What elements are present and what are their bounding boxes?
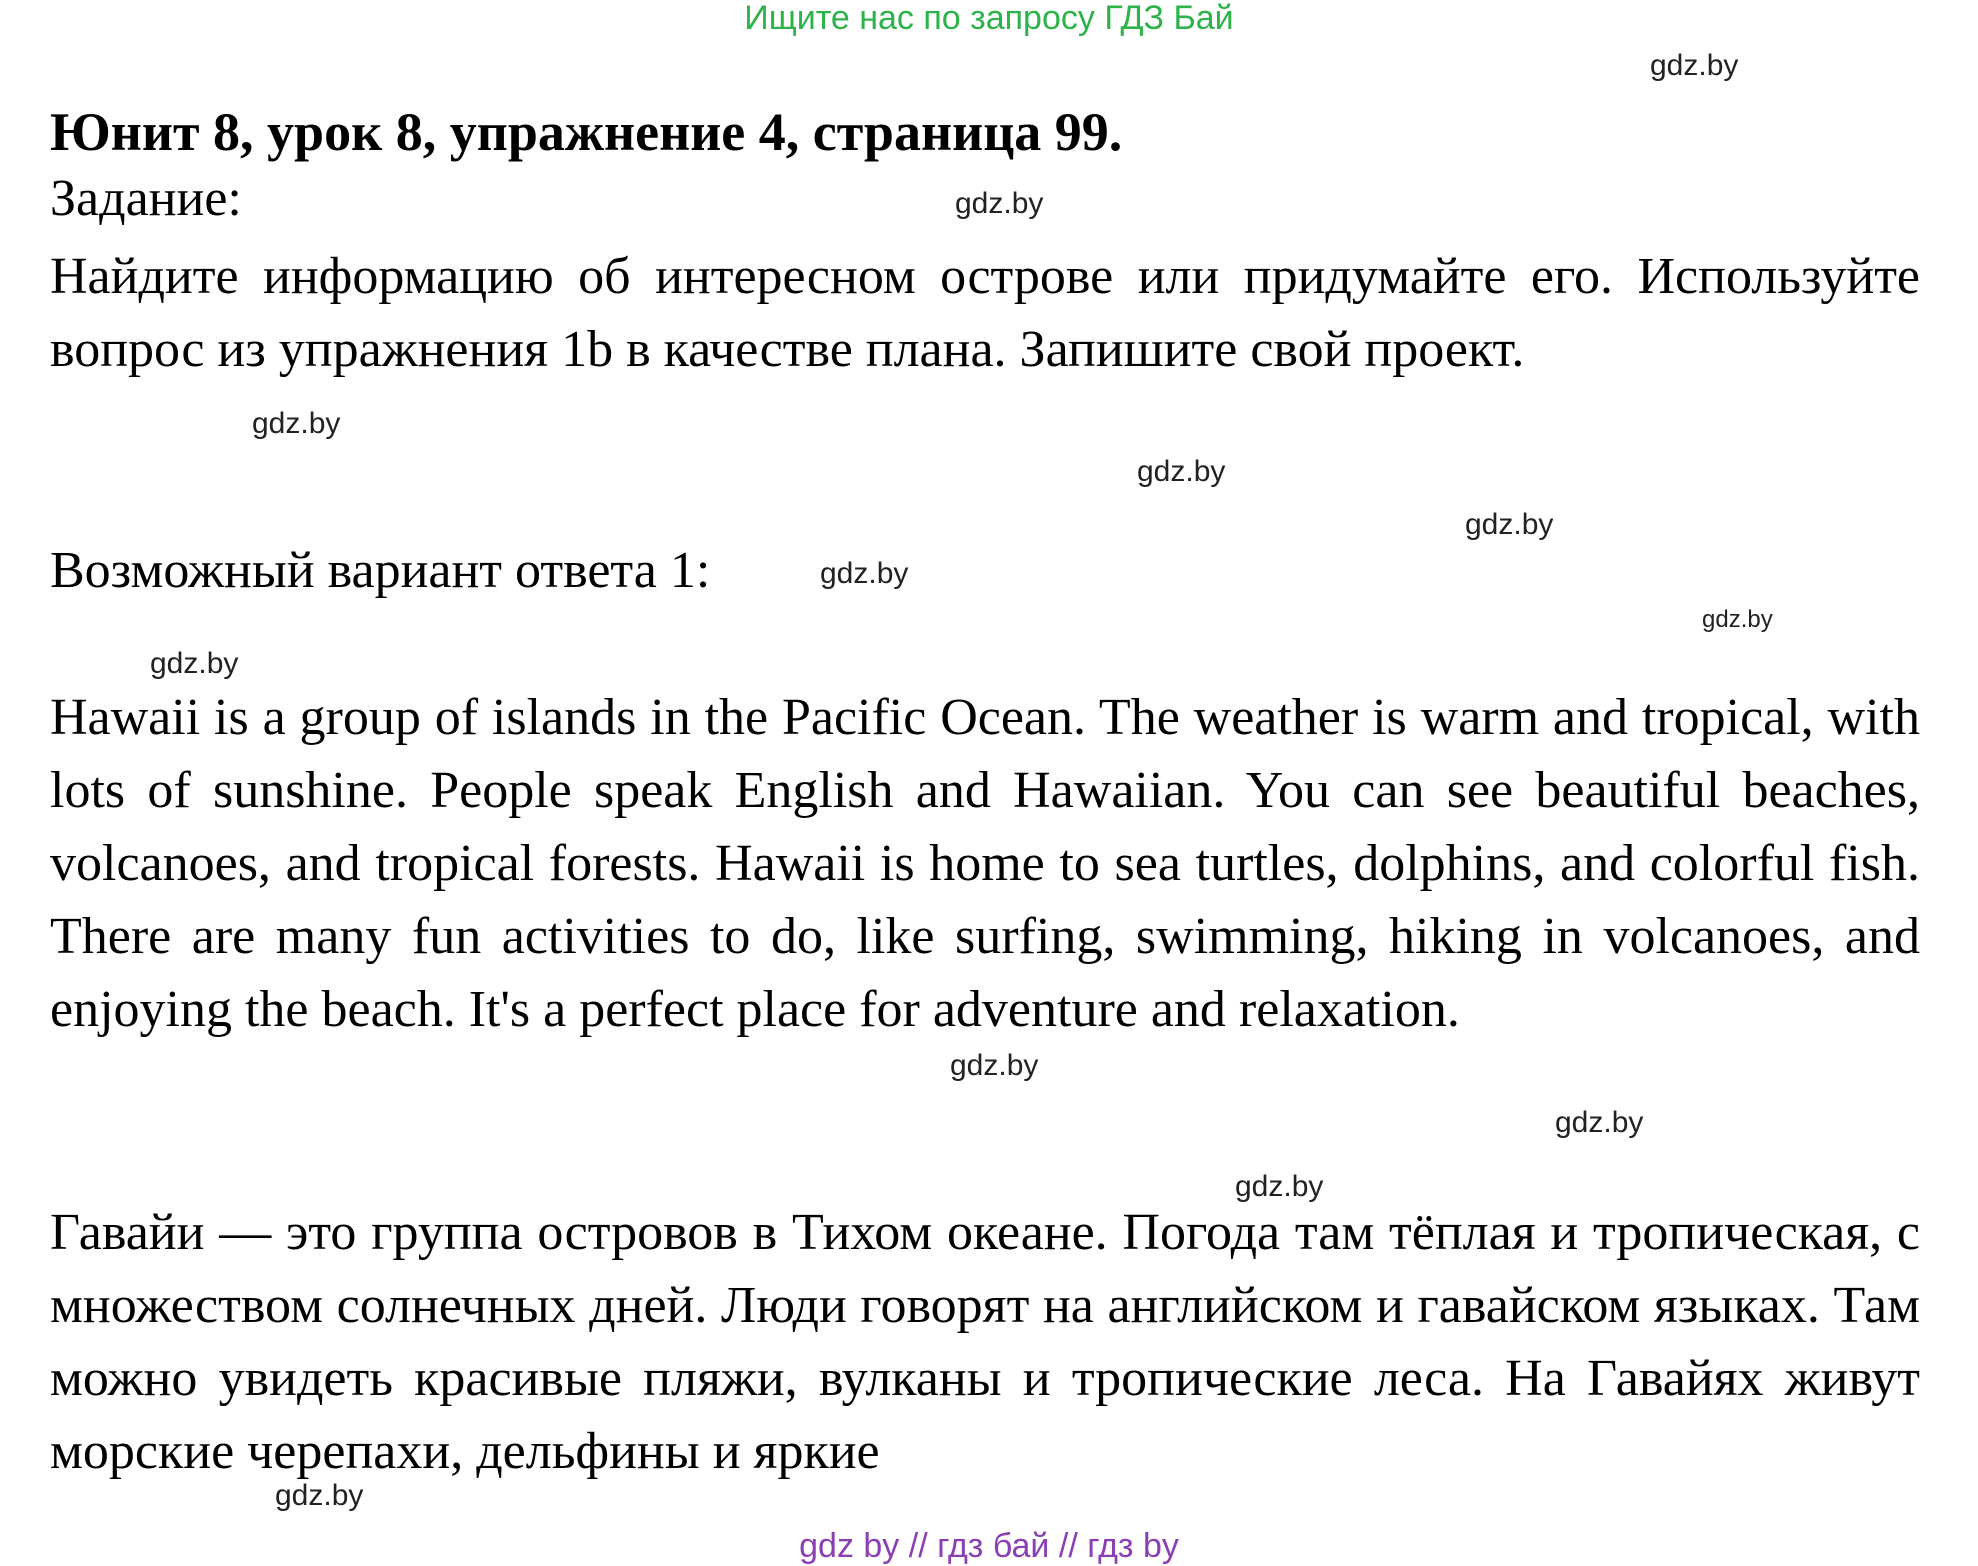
watermark: gdz.by <box>1650 49 1739 82</box>
answer-label: Возможный вариант ответа 1: <box>50 542 711 599</box>
watermark: gdz.by <box>1137 455 1226 488</box>
watermark: gdz.by <box>275 1479 364 1512</box>
watermark: gdz.by <box>1555 1106 1644 1139</box>
task-text: Найдите информацию об интересном острове или придумайте его. Используйте вопрос из упражнения 1b в качестве плана. Запишите свой проект. <box>50 248 1920 378</box>
watermark: gdz.by <box>252 407 341 440</box>
watermark: gdz.by <box>820 557 909 590</box>
answer-english: Hawaii is a group of islands in the Pacific Ocean. The weather is warm and tropical, with lots of sunshine. People speak English and Hawaiian. You can see beautiful beaches, volcanoes, and tropical forests. Hawaii is home to sea turtles, dolphins, and colorful fish. There are many fun activities to do, like surfing, swimming, hiking in volcanoes, and enjoying the beach. It's a perfect place for adventure and relaxation. <box>50 689 1920 1038</box>
watermark: gdz.by <box>150 647 239 680</box>
watermark: gdz.by <box>1702 606 1773 633</box>
footer-links: gdz by // гдз бай // гдз by <box>799 1527 1179 1565</box>
top-banner: Ищите нас по запросу ГДЗ Бай <box>744 0 1234 37</box>
watermark: gdz.by <box>955 187 1044 220</box>
watermark: gdz.by <box>1465 508 1554 541</box>
task-label: Задание: <box>50 170 242 227</box>
page-title: Юнит 8, урок 8, упражнение 4, страница 99. <box>50 102 1123 162</box>
watermark: gdz.by <box>1235 1170 1324 1203</box>
watermark: gdz.by <box>950 1049 1039 1082</box>
answer-russian: Гавайи — это группа островов в Тихом океане. Погода там тёплая и тропическая, с множеством солнечных дней. Люди говорят на английском и гавайском языках. Там можно увидеть красивые пляжи, вулканы и тропические леса. На Гавайях живут морские черепахи, дельфины и яркие <box>50 1204 1920 1480</box>
